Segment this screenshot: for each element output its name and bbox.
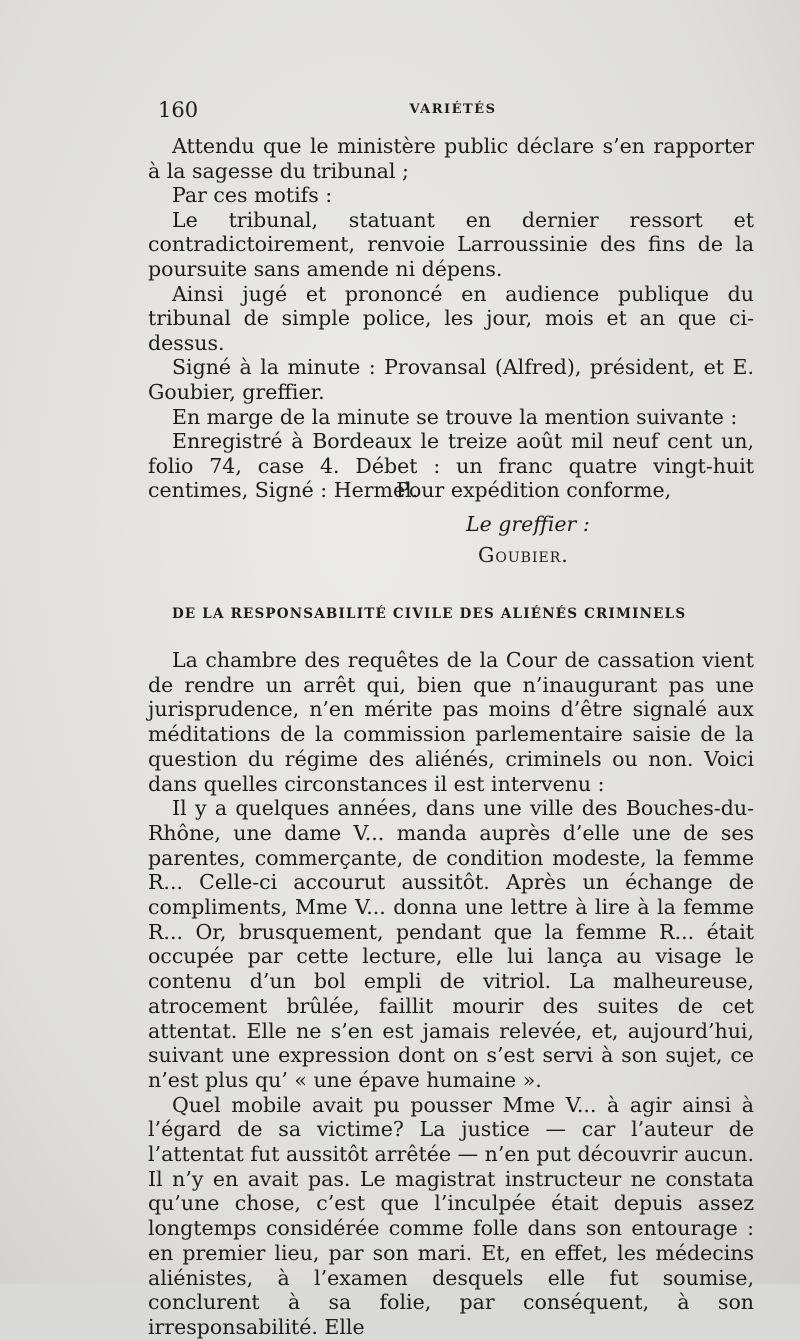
judgment-paragraph: Le tribunal, statuant en dernier ressort et contradictoirement, renvoie Larroussinie des fins de la poursuite sans amende ni dépens. <box>148 207 754 281</box>
section-paragraph: Il y a quelques années, dans une ville des Bouches-du-Rhône, une dame V... manda auprès d’elle une de ses parentes, commerçante, de condition modeste, la femme R... Celle-ci accourut aussitôt. Après un échange de compliments, Mme V... donna une lettre à lire à la femme R... Or, brusquement, pendant que la femme R... était occupée par cette lecture, elle lui lança au visage le contenu d’un bol empli de vitriol. La malheureuse, atrocement brûlée, faillit mourir des suites de cet attentat. Elle ne s’en est jamais relevée, et, aujourd’hui, suivant une expression dont on s’est servi à son sujet, ce n’est plus qu’ « une épave humaine ». <box>148 796 754 1092</box>
running-title: VARIÉTÉS <box>409 102 497 117</box>
judgment-text <box>148 134 754 503</box>
section-text <box>148 648 754 1340</box>
section-paragraph: Quel mobile avait pu pousser Mme V... à agir ainsi à l’égard de sa victime? La justice — car l’auteur de l’attentat fut aussitôt arrêtée — n’en put découvrir aucun. Il n’y en avait pas. Le magistrat instructeur ne constata qu’une chose, c’est que l’inculpée était depuis assez longtemps considérée comme folle dans son entourage : en premier lieu, par son mari. Et, en effet, les médecins aliénistes, à l’examen desquels elle fut soumise, conclurent à sa folie, par conséquent, à son irresponsabilité. Elle <box>148 1092 754 1339</box>
judgment-paragraph: Signé à la minute : Provansal (Alfred), président, et E. Goubier, greffier. <box>148 355 754 404</box>
section-title: DE LA RESPONSABILITÉ CIVILE DES ALIÉNÉS CRIMINELS <box>172 606 687 622</box>
page-number: 160 <box>158 98 199 122</box>
judgment-paragraph: Enregistré à Bordeaux le treize août mil neuf cent un, folio 74, case 4. Débet : un franc quatre vingt-huit centimes, Signé : Hermel. <box>148 429 754 503</box>
judgment-paragraph: En marge de la minute se trouve la mention suivante : <box>172 404 738 429</box>
judgment-paragraph: Attendu que le ministère public déclare s’en rapporter à la sagesse du tribunal ; <box>148 134 754 183</box>
expedition-line: Pour expédition conforme, <box>396 478 672 502</box>
page-header <box>158 98 748 128</box>
section-paragraph: La chambre des requêtes de la Cour de cassation vient de rendre un arrêt qui, bien que n’inaugurant pas une jurisprudence, n’en mérite pas moins d’être signalé aux méditations de la commission parlementaire saisie de la question du régime des aliénés, criminels ou non. Voici dans quelles circonstances il est intervenu : <box>148 648 754 796</box>
judgment-paragraph: Ainsi jugé et prononcé en audience publique du tribunal de simple police, les jour, mois et an que ci-dessus. <box>148 281 754 355</box>
judgment-paragraph: Par ces motifs : <box>172 183 333 208</box>
greffier-name: Goubier. <box>478 543 569 567</box>
greffier-label: Le greffier : <box>466 512 590 536</box>
